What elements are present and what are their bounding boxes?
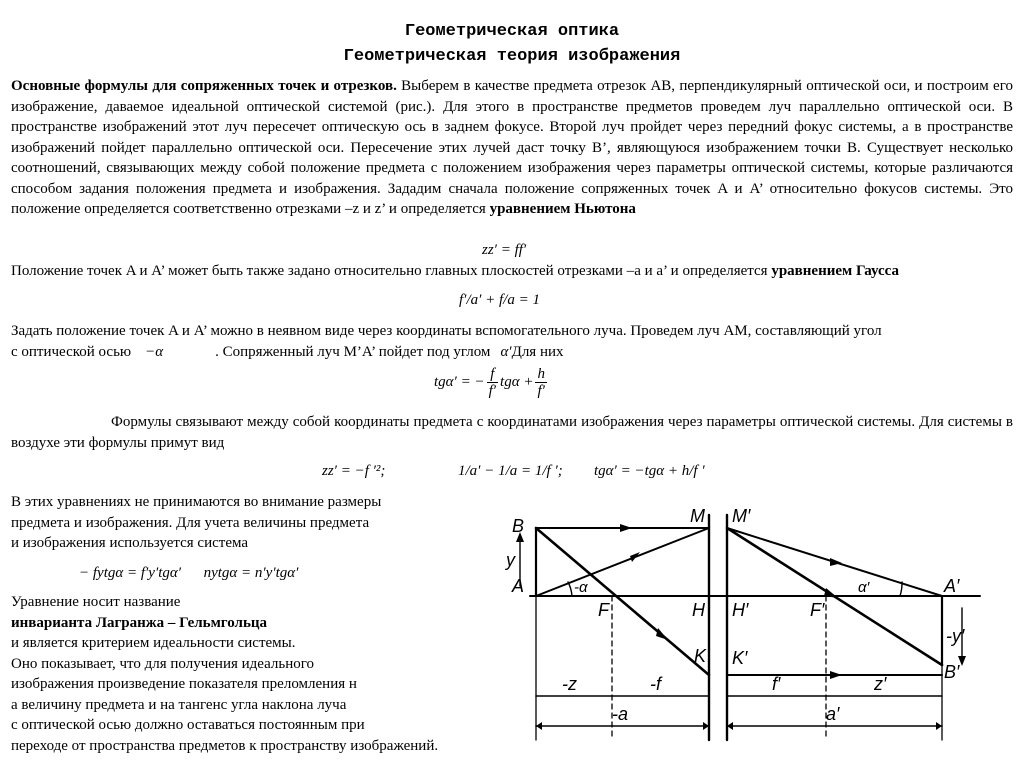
line2-text-c: Для них — [511, 343, 564, 360]
lagrange-section — [11, 492, 501, 756]
lagrange-line-9: с оптической осью должно оставаться постоянным при — [11, 717, 365, 733]
lagrange-line-1: В этих уравнениях не принимаются во внимание размеры — [11, 494, 382, 510]
paragraph-formulas-relate: Формулы связывают между собой координаты предмета с координатами изображения через параметры оптической системы. Для системы в воздухе эти формулы примут вид — [11, 414, 1013, 451]
label-alpha: -α — [574, 579, 588, 596]
alpha-negative: −α — [145, 343, 164, 360]
arrowhead-bk — [656, 628, 668, 640]
label-minus-z: -z — [562, 674, 577, 694]
paragraph-gauss-body: Положение точек A и A’ может быть также задано относительно главных плоскостей отрезками –a и a’ и определяется — [11, 263, 772, 279]
paragraph-auxiliary-ray — [11, 321, 1013, 362]
auxiliary-ray-line-1: Задать положение точек A и A’ можно в неявном виде через координаты вспомогательного луча. Проведем луч AM, составляющий угол — [11, 323, 882, 339]
angle-alpha-prime-arc — [900, 582, 902, 596]
label-a: A — [512, 576, 525, 596]
lagrange-line-5: и является критерием идеальности системы. — [11, 635, 296, 651]
newton-equation-name: уравнением Ньютона — [489, 201, 636, 217]
label-m-prime: M′ — [732, 506, 751, 526]
paragraph-conjugate-points — [11, 76, 1013, 220]
fraction-num-f: f — [487, 366, 498, 383]
angle-alpha-arc — [568, 582, 572, 596]
air-formula-tg: tgα′ = −tgα + h/f ′ — [594, 463, 705, 479]
lagrange-line-10: переходе от пространства предметов к пространству изображений. — [11, 737, 439, 754]
label-k: K — [694, 646, 707, 666]
alpha-prime: α′ — [500, 343, 512, 360]
label-alpha-prime: α′ — [858, 579, 870, 596]
gauss-equation-name: уравнением Гаусса — [771, 263, 899, 279]
line2-text-b: . Сопряженный луч M’A’ пойдет под углом — [215, 343, 491, 360]
label-y-prime: -y′ — [946, 626, 965, 646]
label-b-prime: B′ — [944, 662, 960, 682]
gauss-formula: f′/a′ + f/a = 1 — [459, 292, 540, 308]
label-y: y — [506, 550, 515, 570]
tg-lhs: tgα′ = − — [434, 373, 485, 390]
tg-mid: tgα + — [500, 373, 534, 390]
title-geometric-optics: Геометрическая оптика — [404, 22, 620, 41]
arrowhead-bm — [620, 524, 632, 532]
auxiliary-ray-line-2 — [11, 342, 1013, 363]
title-image-theory: Геометрическая теория изображения — [343, 47, 681, 66]
arrowhead-dim-a-left — [536, 722, 542, 730]
arrowhead-am — [630, 552, 640, 562]
ray-b-k — [536, 528, 709, 675]
label-f-prime: F′ — [810, 600, 825, 620]
label-minus-f: -f — [650, 674, 661, 694]
ray-a-m — [536, 528, 709, 596]
tg-formula — [434, 366, 549, 399]
fraction-num-h: h — [537, 366, 545, 382]
lagrange-line-7: изображения произведение показателя преломления н — [11, 676, 357, 692]
newton-formula: zz′ = ff′ — [482, 242, 527, 258]
lagrange-invariant-name: инварианта Лагранжа – Гельмгольца — [11, 614, 268, 631]
label-f: F — [598, 600, 609, 620]
lagrange-line-6: Оно показывает, что для получения идеального — [11, 655, 315, 672]
line2-text-a: с оптической осью — [11, 343, 132, 360]
air-formula-gauss: 1/a′ − 1/a = 1/f ′; — [458, 463, 563, 479]
paragraph-heading: Основные формулы для сопряженных точек и отрезков. — [11, 78, 397, 94]
label-h-prime: H′ — [732, 600, 749, 620]
label-b: B — [512, 516, 525, 536]
paragraph-gauss — [11, 261, 1013, 282]
lagrange-formula: − fytgα = f′y′tgα′ nytgα = n′y′tgα′ — [79, 564, 299, 581]
label-f-prime-dim: f′ — [772, 674, 781, 694]
lagrange-line-3: и изображения используется система — [11, 535, 249, 551]
fraction-den-fprime-2: f′ — [537, 383, 545, 399]
lagrange-line-4: Уравнение носит название — [11, 594, 181, 610]
paragraph-body: Выберем в качестве предмета отрезок AB, перпендикулярный оптической оси, и построим его изображение, даваемое идеальной оптической системой (рис.). Для этого в пространстве предметов проведем луч параллельно оптической оси. В пространстве изображений этот луч пересечет оптическую ось в заднем фокусе. Второй луч пройдет через передний фокус системы, а в пространстве изображений пойдет параллельно оптической оси. Пересечение этих лучей даст точку B’, являющуюся изображением точки B. Существует несколько соотношений, связывающих между собой положение предмета с положением изображения через параметры оптической системы, которые различаются способом задания положения предмета и изображения. Зададим сначала положение сопряженных точек A и A’ относительно фокусов системы. Это положение определяется соответственно отрезками –z и z’ и определяется — [11, 78, 1013, 217]
fraction-f-over-fprime — [487, 366, 498, 399]
label-z-prime-dim: z′ — [874, 674, 887, 694]
arrowhead-kpbp — [830, 671, 842, 679]
label-k-prime: K′ — [732, 648, 748, 668]
arrowhead-dim-ap-right — [936, 722, 942, 730]
label-a-prime-dim: a′ — [826, 704, 840, 724]
label-minus-a: -a — [612, 704, 629, 724]
label-a-prime: A′ — [944, 576, 960, 596]
fraction-h-over-fprime — [535, 366, 547, 399]
air-formula-newton: zz′ = −f ′²; — [322, 463, 386, 479]
optics-diagram — [500, 500, 1010, 762]
lagrange-line-2: предмета и изображения. Для учета величины предмета — [11, 514, 370, 531]
label-h: H — [692, 600, 705, 620]
label-m: M — [690, 506, 705, 526]
fraction-den-fprime: f′ — [488, 383, 497, 399]
lagrange-line-8: а величину предмета и на тангенс угла наклона луча — [11, 696, 347, 713]
